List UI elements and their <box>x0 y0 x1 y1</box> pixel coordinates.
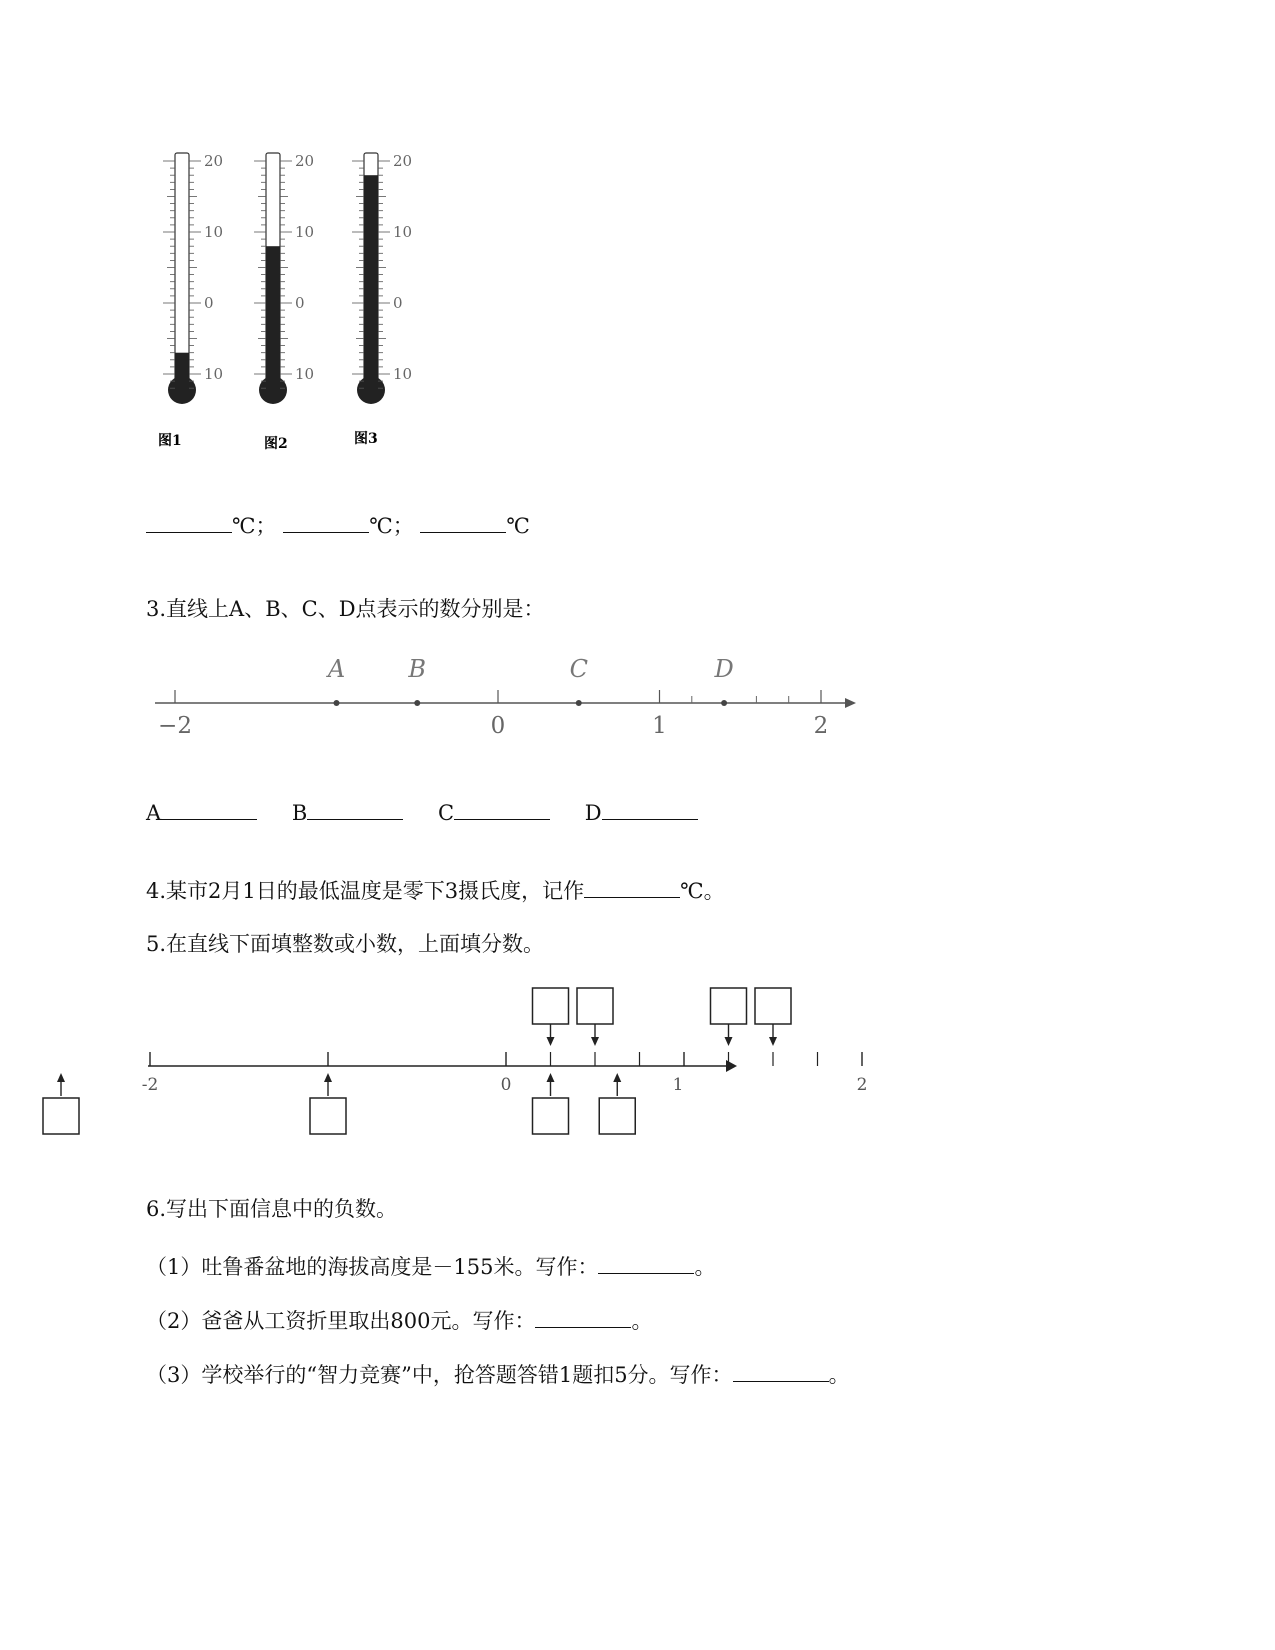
answer-blank-thermo-3[interactable] <box>420 514 506 533</box>
axis-tick-label: 0 <box>490 713 506 739</box>
answer-blank-d[interactable] <box>602 801 698 820</box>
thermometer-2 <box>254 152 314 404</box>
thermometer-scale-label: 0 <box>204 294 214 312</box>
axis-tick-label: 1 <box>672 1075 684 1095</box>
thermometer-scale-label: 20 <box>204 152 224 170</box>
axis-tick-label: 2 <box>856 1075 868 1095</box>
answer-blank-b[interactable] <box>307 801 403 820</box>
separator: ； <box>392 514 414 538</box>
answer-box-bottom-4[interactable] <box>599 1073 635 1134</box>
thermometer-bulb <box>357 376 385 404</box>
svg-text:B: B <box>408 655 427 683</box>
thermometer-caption-2: 图2 <box>264 436 288 452</box>
thermometer-scale-label: 10 <box>393 223 413 241</box>
axis-tick-label: 0 <box>500 1075 512 1095</box>
answer-blank-q6-2[interactable] <box>535 1309 631 1328</box>
svg-text:A: A <box>327 655 346 683</box>
question-6-text: 6.写出下面信息中的负数。 <box>146 1197 398 1221</box>
point-a <box>326 655 345 706</box>
answer-box-top-1[interactable] <box>533 988 569 1046</box>
answer-box-bottom-3[interactable] <box>533 1073 569 1134</box>
thermometer-scale-label: 10 <box>204 365 224 383</box>
mercury-column <box>364 175 378 390</box>
axis-tick-label: 1 <box>652 713 667 739</box>
axis-arrow <box>726 1060 737 1072</box>
thermometer-scale-label: 20 <box>295 152 315 170</box>
unit-celsius: ℃ <box>232 514 256 538</box>
thermometer-bulb <box>168 376 196 404</box>
number-line-q3 <box>150 650 870 750</box>
thermometer-1 <box>163 152 223 404</box>
thermometer-figure <box>140 140 460 470</box>
point-b <box>407 655 426 706</box>
answer-blank-thermo-1[interactable] <box>146 514 232 533</box>
axis-arrow <box>845 698 856 708</box>
answer-c: C <box>438 801 550 824</box>
point-d <box>713 655 733 706</box>
answer-box-top-2[interactable] <box>577 988 613 1046</box>
svg-text:C: C <box>569 655 588 683</box>
svg-text:D: D <box>714 655 734 683</box>
thermometer-scale-label: 10 <box>295 223 315 241</box>
question-6-item-3: （3）学校举行的“智力竞赛”中，抢答题答错1题扣5分。写作： 。 <box>146 1363 850 1387</box>
question-6-item-1: （1）吐鲁番盆地的海拔高度是－155米。写作： 。 <box>146 1255 716 1279</box>
thermometer-bulb <box>259 376 287 404</box>
unit-celsius: ℃ <box>506 514 530 538</box>
question-3-text: 3.直线上A、B、C、D点表示的数分别是： <box>146 597 545 621</box>
number-line-q5 <box>140 980 868 1150</box>
thermometer-scale-label: 10 <box>295 365 315 383</box>
answer-box-bottom-2[interactable] <box>310 1073 346 1134</box>
answer-box-top-4[interactable] <box>755 988 791 1046</box>
thermometer-caption-3: 图3 <box>354 431 378 447</box>
thermometer-scale-label: 10 <box>204 223 224 241</box>
answer-b: B <box>292 801 403 824</box>
unit-celsius: ℃ <box>369 514 393 538</box>
thermometer-scale-label: 10 <box>393 365 413 383</box>
question-6-item-2: （2）爸爸从工资折里取出800元。写作： 。 <box>146 1309 653 1333</box>
answer-blank-q4[interactable] <box>584 879 680 898</box>
axis-tick-label: 2 <box>813 713 829 739</box>
point-c <box>570 655 588 706</box>
question-3-answers <box>146 801 726 824</box>
answer-blank-q6-1[interactable] <box>598 1255 694 1274</box>
answer-d: D <box>585 801 698 824</box>
answer-blank-q6-3[interactable] <box>733 1363 829 1382</box>
thermometer-answers <box>146 514 530 537</box>
answer-blank-c[interactable] <box>454 801 550 820</box>
separator: ； <box>255 514 277 538</box>
thermometer-scale-label: 20 <box>393 152 413 170</box>
thermometer-3 <box>352 152 412 404</box>
question-4-text: 4.某市2月1日的最低温度是零下3摄氏度，记作 ℃。 <box>146 879 725 903</box>
mercury-column <box>266 246 280 390</box>
answer-a: A <box>146 801 257 824</box>
answer-blank-a[interactable] <box>161 801 257 820</box>
answer-blank-thermo-2[interactable] <box>283 514 369 533</box>
thermometer-scale-label: 0 <box>393 294 403 312</box>
axis-tick-label: −2 <box>158 713 192 739</box>
thermometer-caption-1: 图1 <box>158 433 182 449</box>
answer-box-top-3[interactable] <box>711 988 747 1046</box>
answer-box-bottom-1[interactable] <box>43 1073 79 1134</box>
axis-tick-label: -2 <box>141 1075 159 1095</box>
question-5-text: 5.在直线下面填整数或小数，上面填分数。 <box>146 932 545 956</box>
thermometer-scale-label: 0 <box>295 294 305 312</box>
